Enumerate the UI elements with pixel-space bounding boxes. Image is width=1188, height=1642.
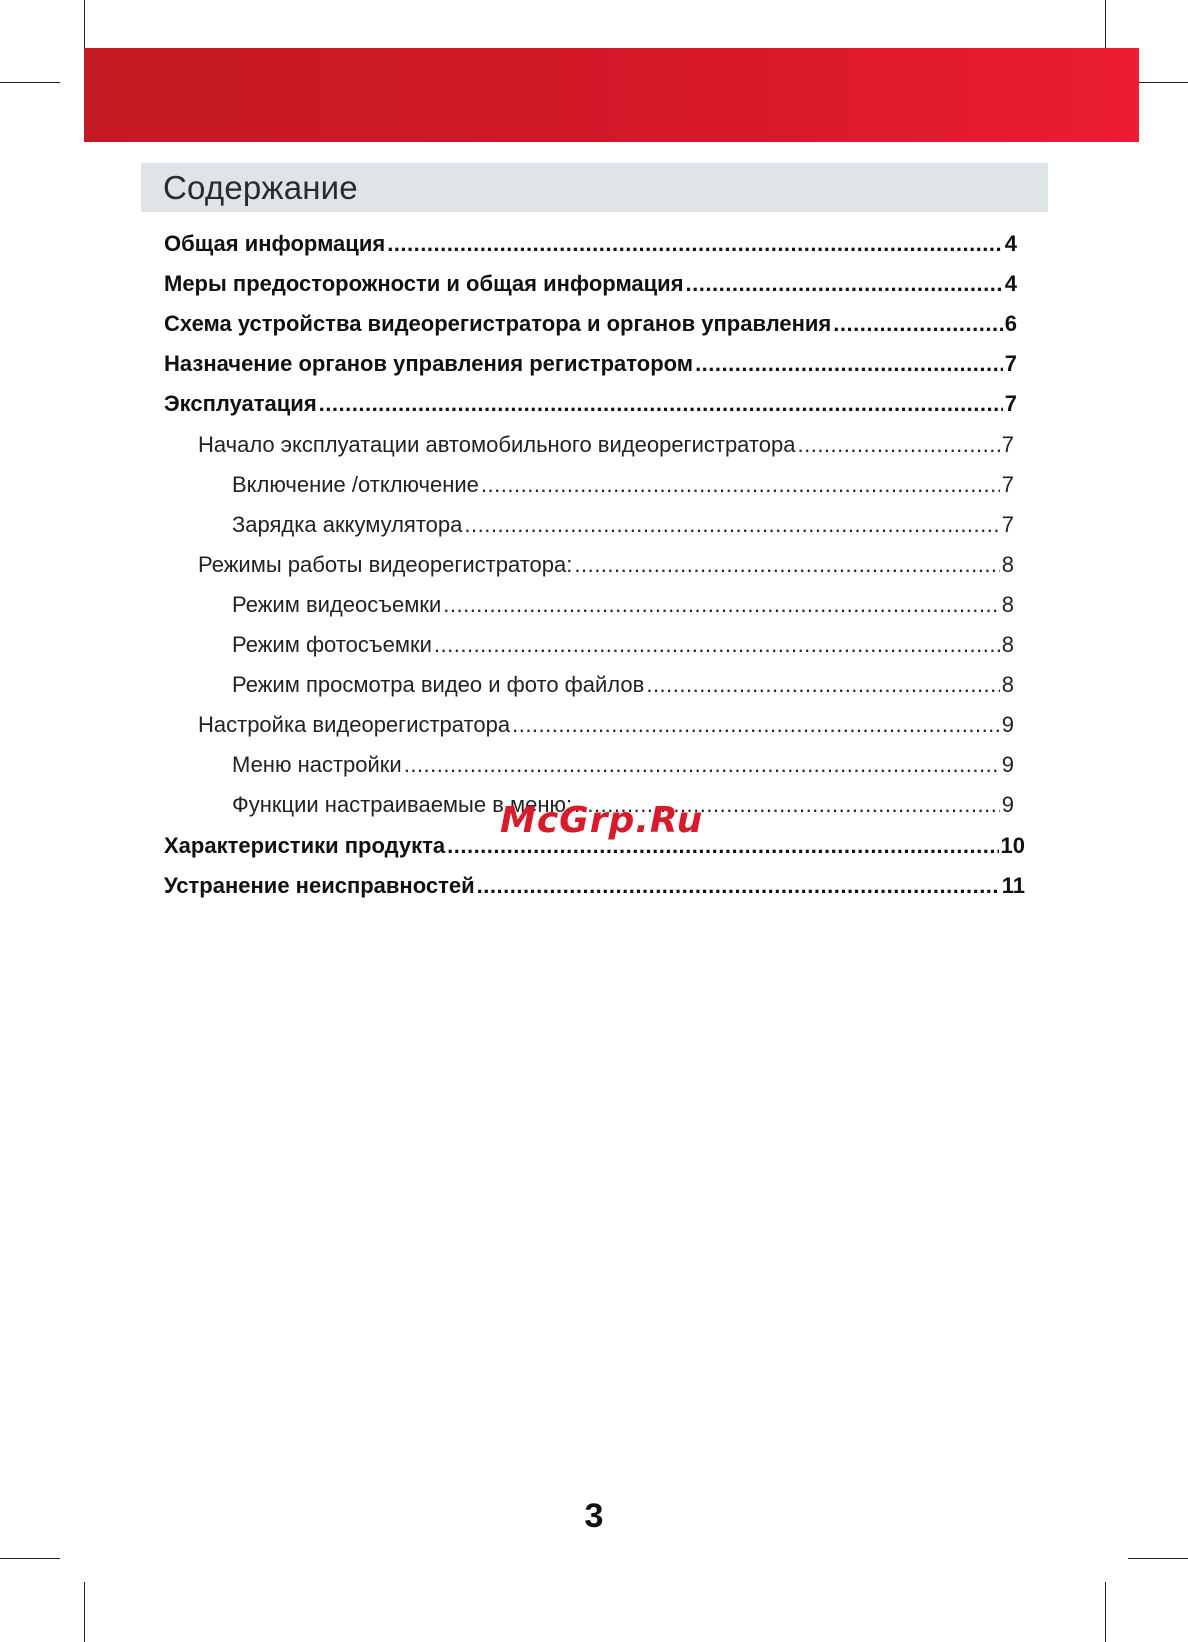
toc-entry-label: Общая информация <box>164 231 386 256</box>
toc-entry-page: 9 <box>1001 752 1014 777</box>
toc-entry-page: 8 <box>1001 552 1014 577</box>
page-title: Содержание <box>163 169 358 206</box>
toc-entry-page: 8 <box>1001 672 1014 697</box>
toc-entry-label: Меры предосторожности и общая информация <box>164 271 684 296</box>
toc-entry-label: Назначение органов управления регистратором <box>164 351 694 376</box>
toc-entry-leader <box>481 470 1000 500</box>
toc-entry-leader <box>319 389 1003 419</box>
toc-entry-page: 11 <box>1001 873 1025 898</box>
toc-entry-page: 4 <box>1004 231 1017 256</box>
toc-entry-page: 10 <box>1000 833 1025 858</box>
toc-entry-page: 8 <box>1001 592 1014 617</box>
crop-mark-bottom-right-vertical <box>1105 1582 1106 1642</box>
toc-entry-label: Режимы работы видеорегистратора: <box>198 552 573 577</box>
toc-entry[interactable] <box>232 470 1014 500</box>
toc-entry[interactable] <box>164 389 1017 419</box>
toc-entry-label: Включение /отключение <box>232 472 479 497</box>
toc-entry[interactable] <box>232 510 1014 540</box>
toc-entry-leader <box>434 630 1000 660</box>
toc-entry-label: Функции настраиваемые в меню: <box>232 792 573 817</box>
page-number: 3 <box>584 1497 604 1535</box>
toc-entry-leader <box>477 871 1000 901</box>
watermark: McGrp.Ru <box>500 800 704 841</box>
toc-entry-label: Начало эксплуатации автомобильного видеорегистратора <box>198 432 796 457</box>
toc-entry-label: Эксплуатация <box>164 391 317 416</box>
title-bar <box>141 163 1048 212</box>
toc-entry[interactable] <box>198 550 1014 580</box>
crop-mark-top-left-horizontal <box>0 82 60 83</box>
crop-mark-bottom-right-horizontal <box>1128 1558 1188 1559</box>
toc-entry-page: 7 <box>1001 432 1014 457</box>
toc-entry-label: Характеристики продукта <box>164 833 446 858</box>
toc-entry[interactable] <box>198 710 1014 740</box>
toc-entry-label: Меню настройки <box>232 752 402 777</box>
toc-entry-label: Схема устройства видеорегистратора и органов управления <box>164 311 832 336</box>
toc-entry-page: 6 <box>1004 311 1017 336</box>
toc-entry[interactable] <box>232 750 1014 780</box>
toc-entry-label: Режим просмотра видео и фото файлов <box>232 672 645 697</box>
header-banner <box>84 48 1139 142</box>
toc-entry-label: Зарядка аккумулятора <box>232 512 463 537</box>
toc-entry[interactable] <box>232 590 1014 620</box>
toc-entry-page: 9 <box>1001 792 1014 817</box>
toc-entry-leader <box>464 510 999 540</box>
toc-entry-label: Настройка видеорегистратора <box>198 712 511 737</box>
toc-entry[interactable] <box>164 349 1017 379</box>
crop-mark-bottom-left-horizontal <box>0 1558 60 1559</box>
toc-entry-leader <box>797 430 999 460</box>
toc-entry-leader <box>404 750 1000 780</box>
toc-entry-leader <box>387 229 1003 259</box>
toc-entry[interactable] <box>164 229 1017 259</box>
toc-entry[interactable] <box>198 430 1014 460</box>
toc-entry-leader <box>833 309 1002 339</box>
toc-entry[interactable] <box>232 670 1014 700</box>
toc-entry-label: Устранение неисправностей <box>164 873 475 898</box>
toc-entry-page: 7 <box>1001 512 1014 537</box>
toc-entry-leader <box>512 710 1000 740</box>
toc-entry-page: 7 <box>1001 472 1014 497</box>
toc-entry-label: Режим фотосъемки <box>232 632 432 657</box>
toc-entry[interactable] <box>164 269 1017 299</box>
toc-entry-leader <box>646 670 999 700</box>
toc-entry[interactable] <box>164 309 1017 339</box>
crop-mark-bottom-left-vertical <box>84 1582 85 1642</box>
toc-entry[interactable] <box>164 871 1025 901</box>
toc-entry-page: 7 <box>1004 351 1017 376</box>
toc-entry-page: 4 <box>1004 271 1017 296</box>
toc-entry-leader <box>574 550 999 580</box>
toc-entry-leader <box>695 349 1003 379</box>
toc-entry-page: 8 <box>1001 632 1014 657</box>
toc-entry-label: Режим видеосъемки <box>232 592 442 617</box>
toc-entry-page: 9 <box>1001 712 1014 737</box>
toc-entry-page: 7 <box>1004 391 1017 416</box>
toc-entry[interactable] <box>232 630 1014 660</box>
toc-entry-leader <box>686 269 1003 299</box>
toc-entry-leader <box>443 590 1000 620</box>
